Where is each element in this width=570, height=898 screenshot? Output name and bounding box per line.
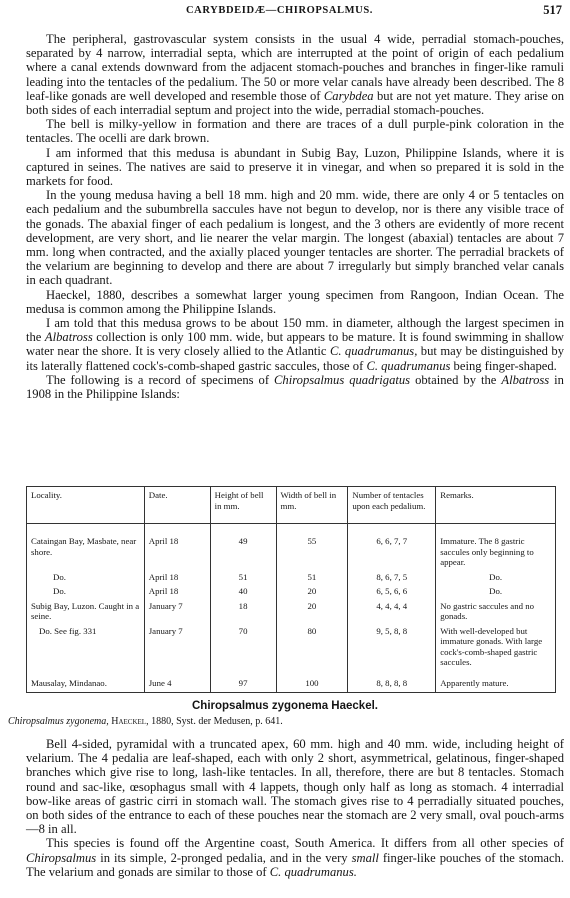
- table-cell: 20: [276, 584, 348, 599]
- table-cell: Do. See fig. 331: [27, 624, 145, 670]
- table-cell: 80: [276, 624, 348, 670]
- column-header: Width of bell in mm.: [276, 487, 348, 524]
- column-header: Height of bell in mm.: [210, 487, 276, 524]
- column-header: Date.: [144, 487, 210, 524]
- table-cell: 70: [210, 624, 276, 670]
- paragraph-size: I am told that this medusa grows to be about 150 mm. in diameter, although the largest specimen in the Albatross collection is only 100 mm. wide, but appears to be mature. It is found swimming in shallow water near the shore. It is very closely allied to the Atlantic C. quadrumanus, but may be distinguished by its laterally flattened cock's-comb-shaped gastric saccules, those of C. quadrumanus being finger-shaped.: [26, 316, 564, 373]
- table-cell: 4, 4, 4, 4: [348, 599, 436, 624]
- paragraph-description: Bell 4-sided, pyramidal with a truncated apex, 60 mm. high and 40 mm. wide, including height of velarium. The 4 pedalia are leaf-shaped, each with only 2 short, asymmetrical, gelatinous, finger-shaped branches which give rise to long, lash-like tentacles. In all, therefore, there are but 8 tentacles. Stomach round and sac-like, œsophagus small with 4 lappets, though only half as long as stomach. 4 interradial bow-like areas of gastric cirri in stomach wall. The stomach gives rise to 4 perradially situated pouches, on both sides of the entrance to each of these pouches near the stomach are 2 very small, oval pouch-arms—8 in all.: [26, 737, 564, 837]
- table-cell: April 18: [144, 584, 210, 599]
- table-cell: With well-developed but immature gonads. With large cock's-comb-shaped gastric saccules.: [436, 624, 556, 670]
- table-cell: Apparently mature.: [436, 670, 556, 693]
- species-heading: Chiropsalmus zygonema Haeckel.: [192, 700, 378, 712]
- table-row: [27, 670, 556, 693]
- running-head: CARYBDEIDÆ—CHIROPSALMUS.: [186, 5, 374, 16]
- table-cell: 6, 6, 7, 7: [348, 524, 436, 570]
- table-cell: 8, 8, 8, 8: [348, 670, 436, 693]
- paragraph-haeckel: Haeckel, 1880, describes a somewhat larger young specimen from Rangoon, Indian Ocean. The medusa is common among the Philippine Islands.: [26, 287, 564, 316]
- page-number: 517: [543, 3, 562, 17]
- table-cell: 97: [210, 670, 276, 693]
- table-cell: Do.: [27, 570, 145, 585]
- table-cell: Do.: [436, 570, 556, 585]
- table-row: [27, 524, 556, 570]
- table-cell: January 7: [144, 599, 210, 624]
- column-header: Number of tentacles upon each pedalium.: [348, 487, 436, 524]
- table-cell: No gastric saccules and no gonads.: [436, 599, 556, 624]
- table-cell: 100: [276, 670, 348, 693]
- table-cell: January 7: [144, 624, 210, 670]
- table-row: [27, 624, 556, 670]
- table-cell: 51: [210, 570, 276, 585]
- table-cell: Mausalay, Mindanao.: [27, 670, 145, 693]
- paragraph-abundance: I am informed that this medusa is abundant in Subig Bay, Luzon, Philippine Islands, where it is captured in seines. The natives are said to preserve it in vinegar, and when so prepared it is sold in the markets for food.: [26, 145, 564, 189]
- table-cell: 8, 6, 7, 5: [348, 570, 436, 585]
- table-cell: 40: [210, 584, 276, 599]
- table-cell: 49: [210, 524, 276, 570]
- paragraph-coloration: The bell is milky-yellow in formation and there are traces of a dull purple-pink coloration in the tentacles. The ocelli are dark brown.: [26, 117, 564, 146]
- table-cell: 6, 5, 6, 6: [348, 584, 436, 599]
- table-cell: 18: [210, 599, 276, 624]
- table-header-row: [27, 487, 556, 524]
- body-text-top: [26, 32, 564, 401]
- table-row: [27, 570, 556, 585]
- paragraph-gastrovascular: The peripheral, gastrovascular system consists in the usual 4 wide, perradial stomach-pouches, separated by 4 narrow, interradial septa, which are interrupted at the point of origin of each pedalium where a canal extends downward from the adjacent stomach-pouches and branches in finger-like ramuli leading into the tentacles of the pedalium. The 50 or more velar canals have already been described. The 8 leaf-like gonads are well developed and resemble those of Carybdea but are not yet mature. They arise on both sides of each interradial septum and project into the wide, perradial stomach-pouches.: [26, 32, 564, 118]
- table-cell: Do.: [436, 584, 556, 599]
- column-header: Locality.: [27, 487, 145, 524]
- paragraph-record-intro: The following is a record of specimens of Chiropsalmus quadrigatus obtained by the Albatross in 1908 in the Philippine Islands:: [26, 372, 564, 402]
- body-text-bottom: [26, 737, 564, 879]
- table-cell: April 18: [144, 524, 210, 570]
- table-cell: April 18: [144, 570, 210, 585]
- table-cell: Cataingan Bay, Masbate, near shore.: [27, 524, 145, 570]
- synonymy-line: Chiropsalmus zygonema, Haeckel, 1880, Syst. der Medusen, p. 641.: [8, 716, 283, 727]
- specimen-table: [26, 486, 556, 693]
- column-header: Remarks.: [436, 487, 556, 524]
- paragraph-distribution: This species is found off the Argentine coast, South America. It differs from all other species of Chiropsalmus in its simple, 2-pronged pedalia, and in the very small finger-like pouches of the stomach. The velarium and gonads are similar to those of C. quadrumanus.: [26, 836, 564, 879]
- table-cell: 55: [276, 524, 348, 570]
- table-row: [27, 599, 556, 624]
- table-cell: Immature. The 8 gastric saccules only beginning to appear.: [436, 524, 556, 570]
- table-cell: Do.: [27, 584, 145, 599]
- table-cell: 20: [276, 599, 348, 624]
- table-cell: 51: [276, 570, 348, 585]
- page-header: [26, 3, 564, 19]
- table-row: [27, 584, 556, 599]
- table-cell: June 4: [144, 670, 210, 693]
- table-cell: Subig Bay, Luzon. Caught in a seine.: [27, 599, 145, 624]
- paragraph-young-medusa: In the young medusa having a bell 18 mm. high and 20 mm. wide, there are only 4 or 5 tentacles on each pedalium and the subumbrella saccules have not begun to develop, nor is there any visible trace of the gonads. The abaxial finger of each pedalium is longest, and the 3 others are evidently of more recent development, are very short, and lie nearer the velar margin. The longest (abaxial) tentacles are about 7 mm. long when contracted, and the axially placed younger tentacles are shorter. The perradial brackets of the velarium are beginning to develop and there are about 7 irregularly but simply branched velar canals in each quadrant.: [26, 188, 564, 288]
- table-cell: 9, 5, 8, 8: [348, 624, 436, 670]
